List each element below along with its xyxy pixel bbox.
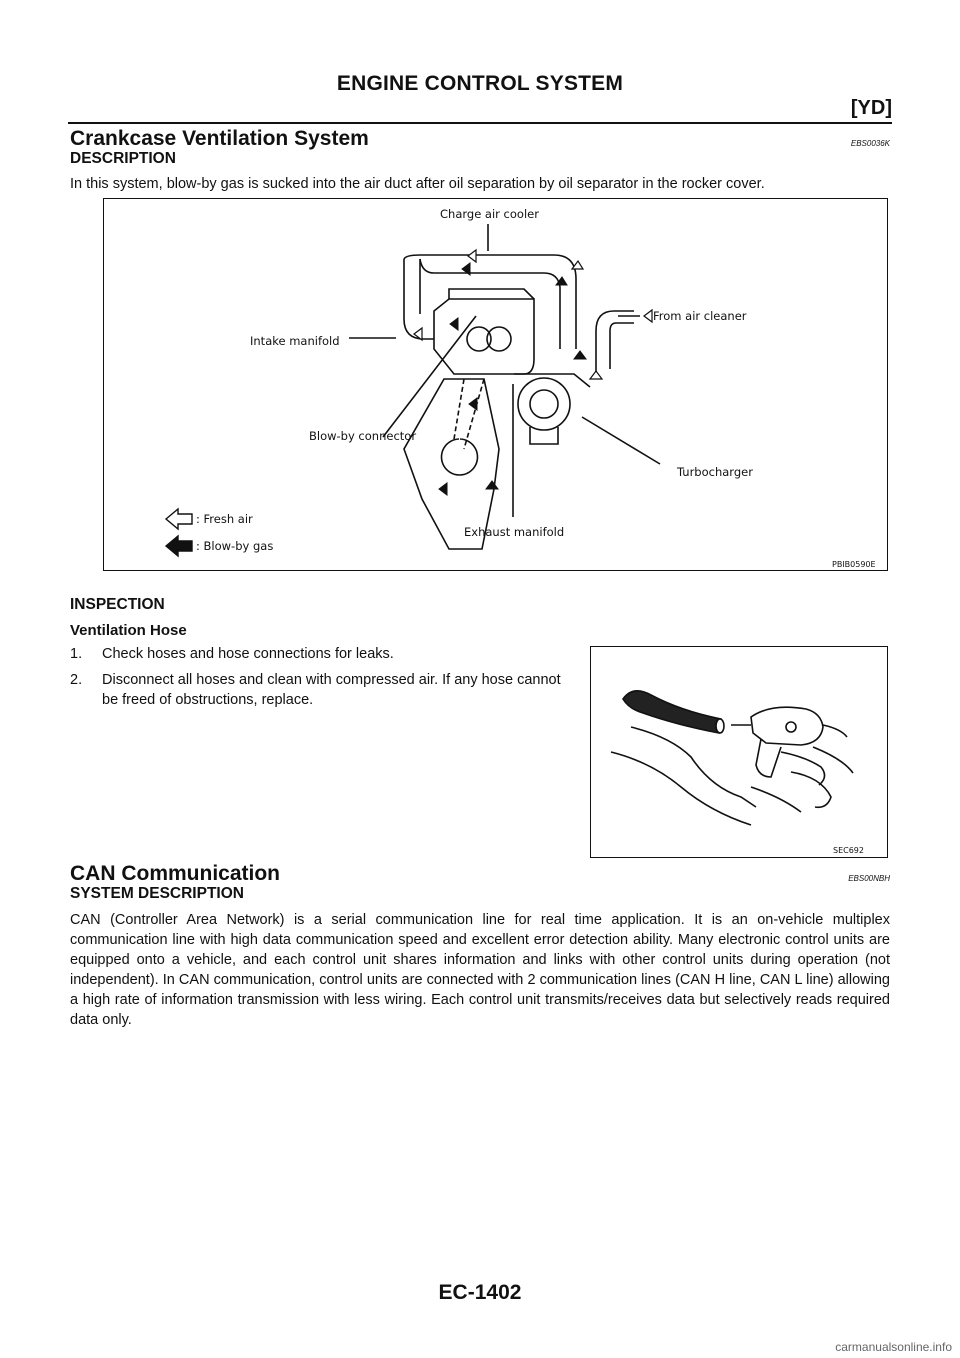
running-header-title: ENGINE CONTROL SYSTEM	[336, 72, 624, 95]
section-title-can	[70, 862, 890, 886]
ventilation-hose-heading: Ventilation Hose	[70, 622, 187, 639]
crankcase-ventilation-diagram	[103, 198, 888, 571]
engine-model-label: [YD]	[850, 97, 892, 119]
legend-fresh-air: : Fresh air	[196, 512, 253, 526]
section-title-text: Crankcase Ventilation System	[70, 127, 369, 150]
step-number: 2.	[70, 672, 83, 688]
crankcase-diagram-svg	[104, 199, 887, 570]
can-description-text: CAN (Controller Area Network) is a serial communication line for real time application. It is an on-vehicle multiplex communication line with high data communication speed and excellent error detection ability. Many electronic control units are equipped onto a vehicle, and each control unit shares information and links with other control units during operation (not independent). In CAN communication, control units are connected with 2 communication lines (CAN H line, CAN L line) allowing a high rate of information transmission with less wiring. Each control unit transmits/receives data but selectively reads required data only.	[70, 912, 890, 1028]
label-blow-by-connector: Blow-by connector	[309, 429, 417, 443]
description-text: In this system, blow-by gas is sucked into the air duct after oil separation by oil separator in the rocker cover.	[70, 176, 765, 192]
label-turbocharger: Turbocharger	[677, 465, 753, 479]
hose-cleaning-illustration	[590, 646, 888, 858]
step-number: 1.	[70, 646, 83, 662]
step-2	[70, 670, 580, 710]
page-number: EC-1402	[438, 1281, 522, 1304]
figure-code: PBIB0590E	[832, 560, 876, 569]
step-1	[70, 644, 580, 664]
section-title-crankcase	[70, 127, 890, 151]
label-exhaust-manifold: Exhaust manifold	[464, 525, 565, 539]
blow-by-gas-arrow-icon	[166, 536, 192, 556]
section-title-text: CAN Communication	[70, 862, 280, 885]
label-intake-manifold: Intake manifold	[250, 334, 340, 348]
hose-figure-code: SEC692	[833, 846, 864, 855]
watermark: carmanualsonline.info	[835, 1340, 952, 1354]
fresh-air-arrow-icon	[166, 509, 192, 529]
description-heading: DESCRIPTION	[70, 150, 176, 167]
section-code: EBS00NBH	[848, 874, 890, 883]
step-text: Check hoses and hose connections for leaks.	[102, 646, 394, 662]
system-description-heading: SYSTEM DESCRIPTION	[70, 885, 244, 902]
section-code: EBS0036K	[850, 139, 890, 148]
inspection-heading: INSPECTION	[70, 596, 165, 613]
header-divider	[68, 122, 892, 124]
label-charge-air-cooler: Charge air cooler	[440, 207, 539, 221]
legend-blow-by-gas: : Blow-by gas	[196, 539, 274, 553]
step-text: Disconnect all hoses and clean with compressed air. If any hose cannot be freed of obstructions, replace.	[102, 672, 561, 708]
hose-cleaning-svg	[591, 647, 887, 857]
label-from-air-cleaner: From air cleaner	[653, 309, 747, 323]
diagram-legend	[166, 509, 273, 556]
